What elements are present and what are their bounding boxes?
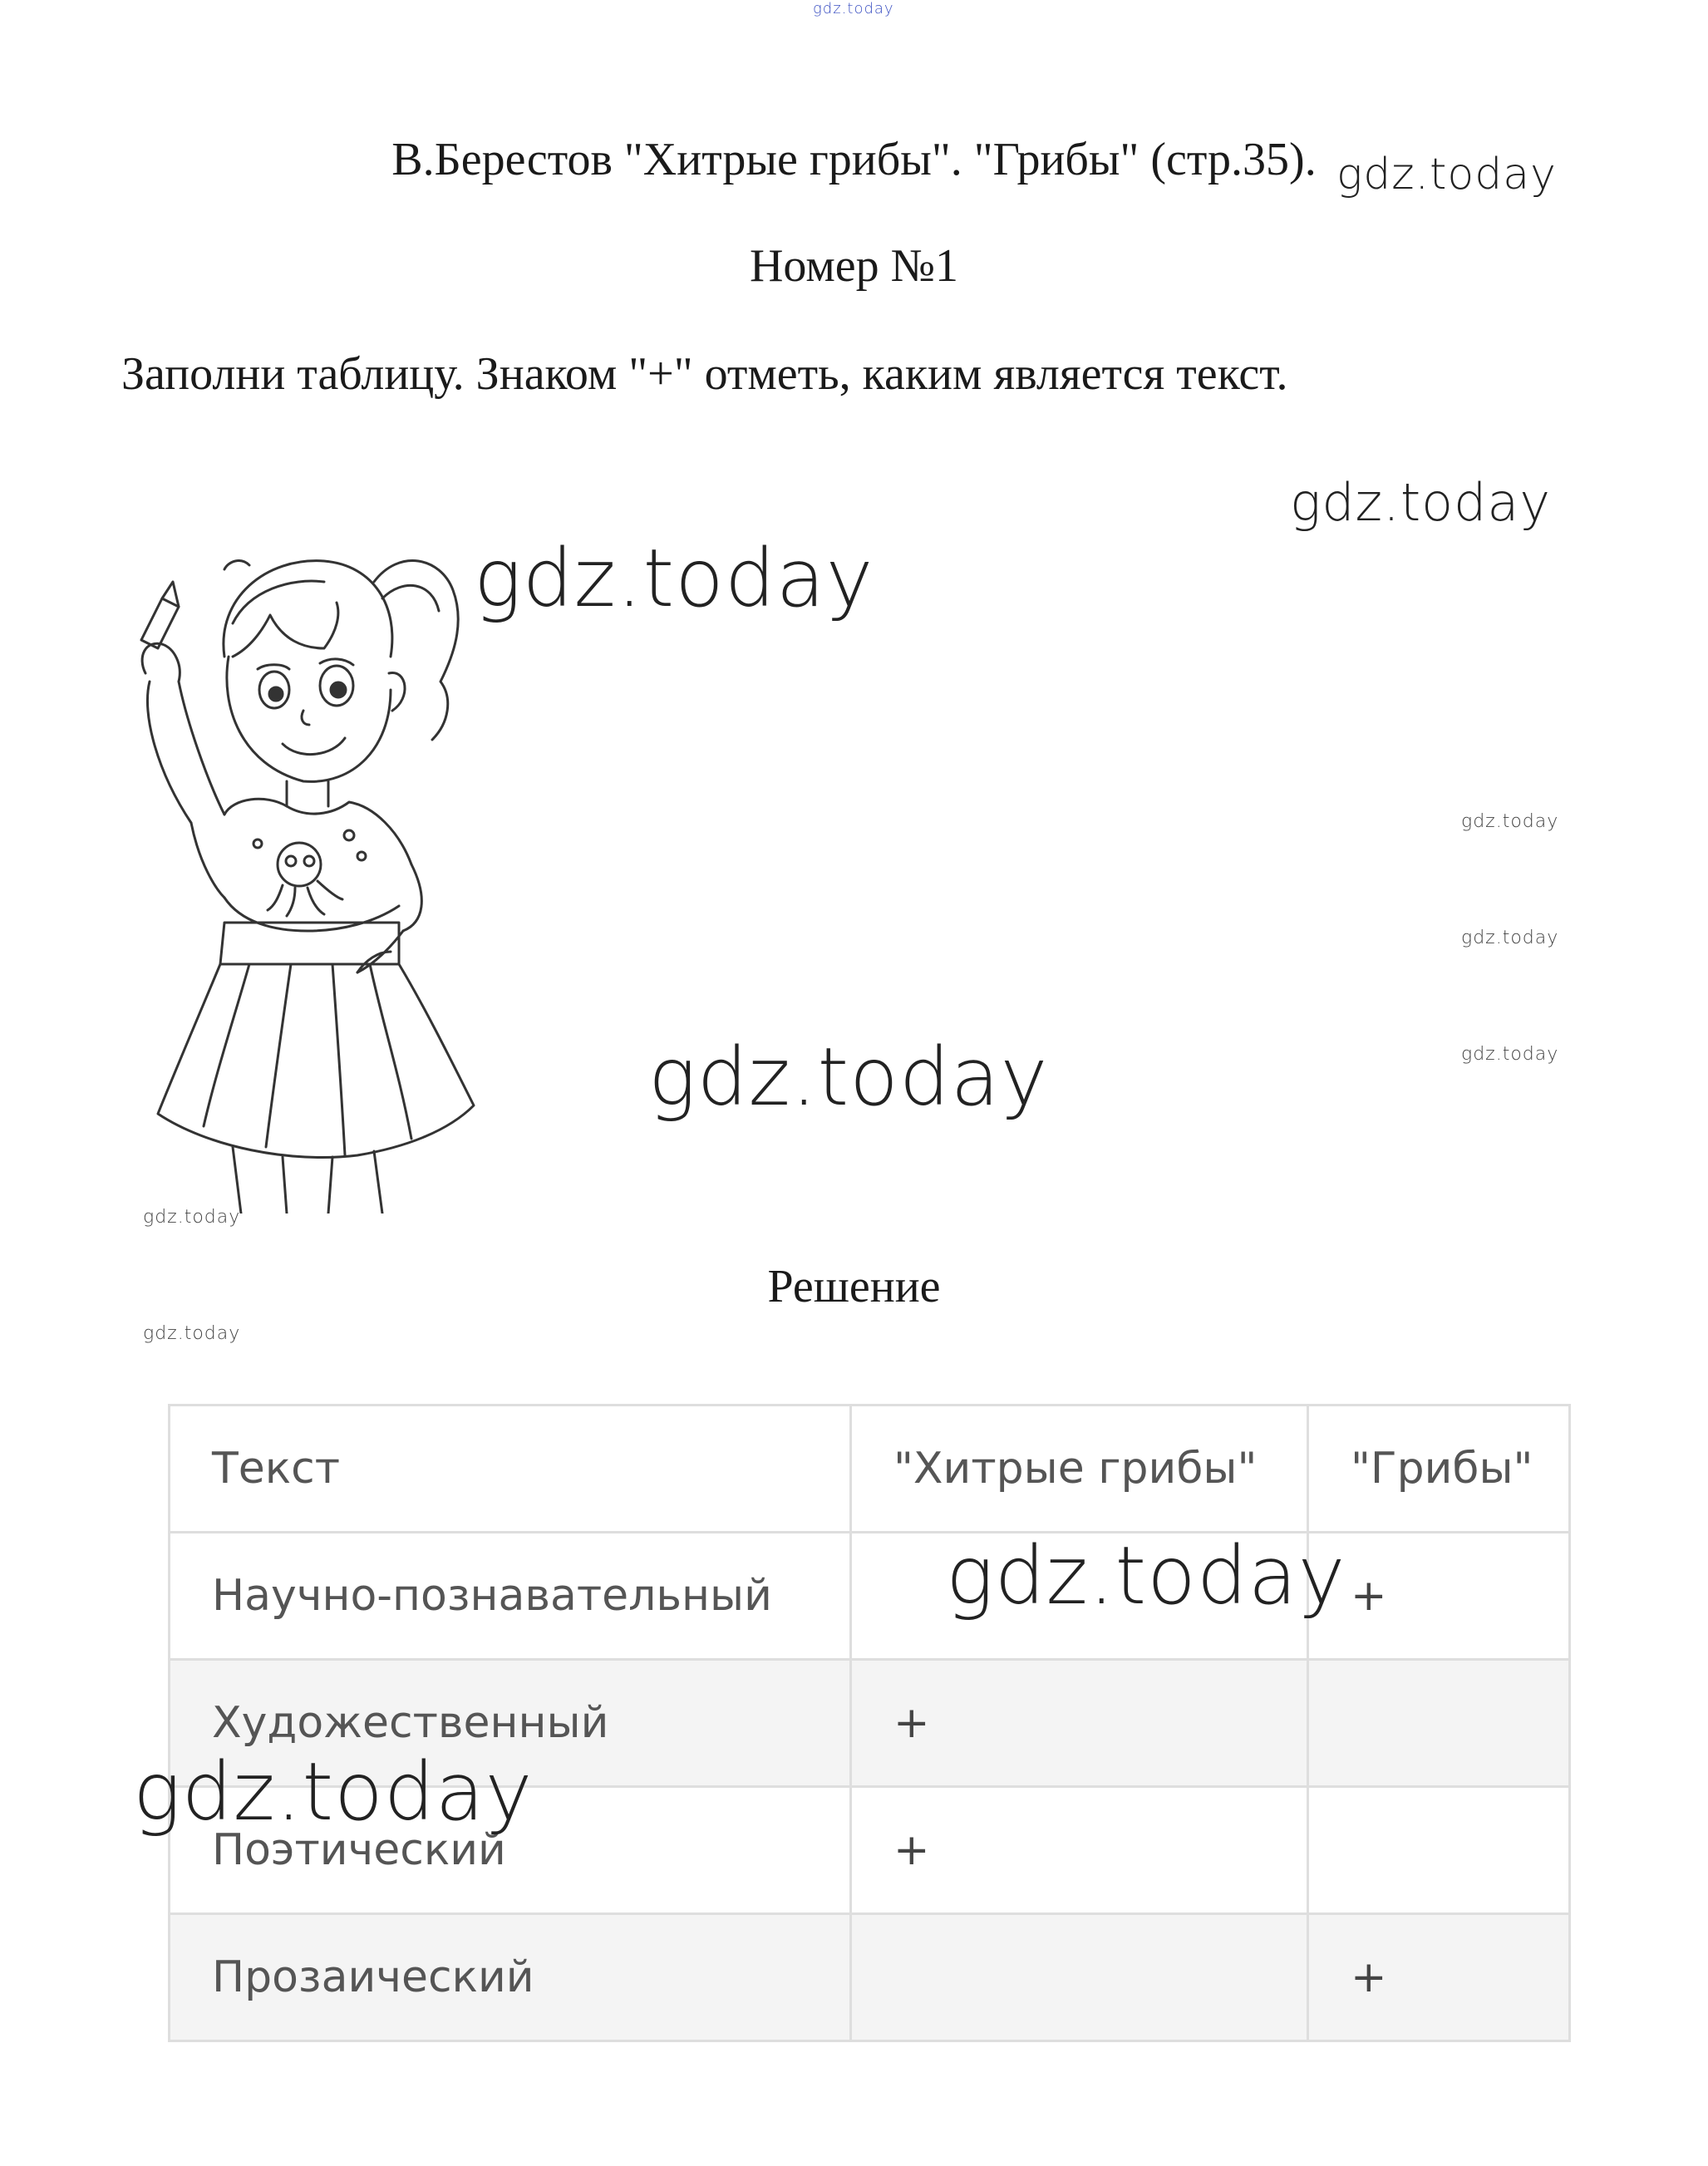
table-cell: + [1308, 1914, 1570, 2041]
answer-table [168, 1404, 1571, 2042]
page-title: В.Берестов "Хитрые грибы". "Грибы" (стр.35). [391, 134, 1317, 185]
table-row [170, 1533, 1570, 1660]
watermark: gdz.today [474, 532, 874, 625]
watermark: gdz.today [143, 1207, 241, 1228]
table-cell: + [851, 1787, 1308, 1914]
table-header-cell: Текст [170, 1405, 851, 1533]
table-row [170, 1914, 1570, 2041]
table-cell [851, 1914, 1308, 2041]
watermark: gdz.today [1461, 928, 1559, 948]
table-header-cell: "Грибы" [1308, 1405, 1570, 1533]
table-cell: Поэтический [170, 1787, 851, 1914]
exercise-number: Номер №1 [749, 240, 959, 292]
table-cell: + [1308, 1533, 1570, 1660]
table-cell [1308, 1660, 1570, 1787]
girl-illustration [125, 532, 515, 1213]
task-text: Заполни таблицу. Знаком "+" отметь, каким является текст. [121, 348, 1288, 400]
watermark: gdz.today [648, 1031, 1049, 1124]
watermark: gdz.today [1461, 811, 1559, 832]
table-cell: Научно-познавательный [170, 1533, 851, 1660]
watermark: gdz.today [1461, 1044, 1559, 1065]
solution-heading: Решение [767, 1261, 941, 1312]
table-cell: Художественный [170, 1660, 851, 1787]
watermark: gdz.today [133, 1745, 534, 1839]
watermark: gdz.today [946, 1529, 1346, 1622]
watermark: gdz.today [1336, 150, 1557, 199]
watermark: gdz.today [1290, 472, 1552, 533]
table-cell: + [851, 1660, 1308, 1787]
table-cell [1308, 1787, 1570, 1914]
table-header-cell: "Хитрые грибы" [851, 1405, 1308, 1533]
watermark: gdz.today [143, 1323, 241, 1344]
table-header-row [170, 1405, 1570, 1533]
watermark: gdz.today [813, 0, 894, 17]
table-cell: Прозаический [170, 1914, 851, 2041]
